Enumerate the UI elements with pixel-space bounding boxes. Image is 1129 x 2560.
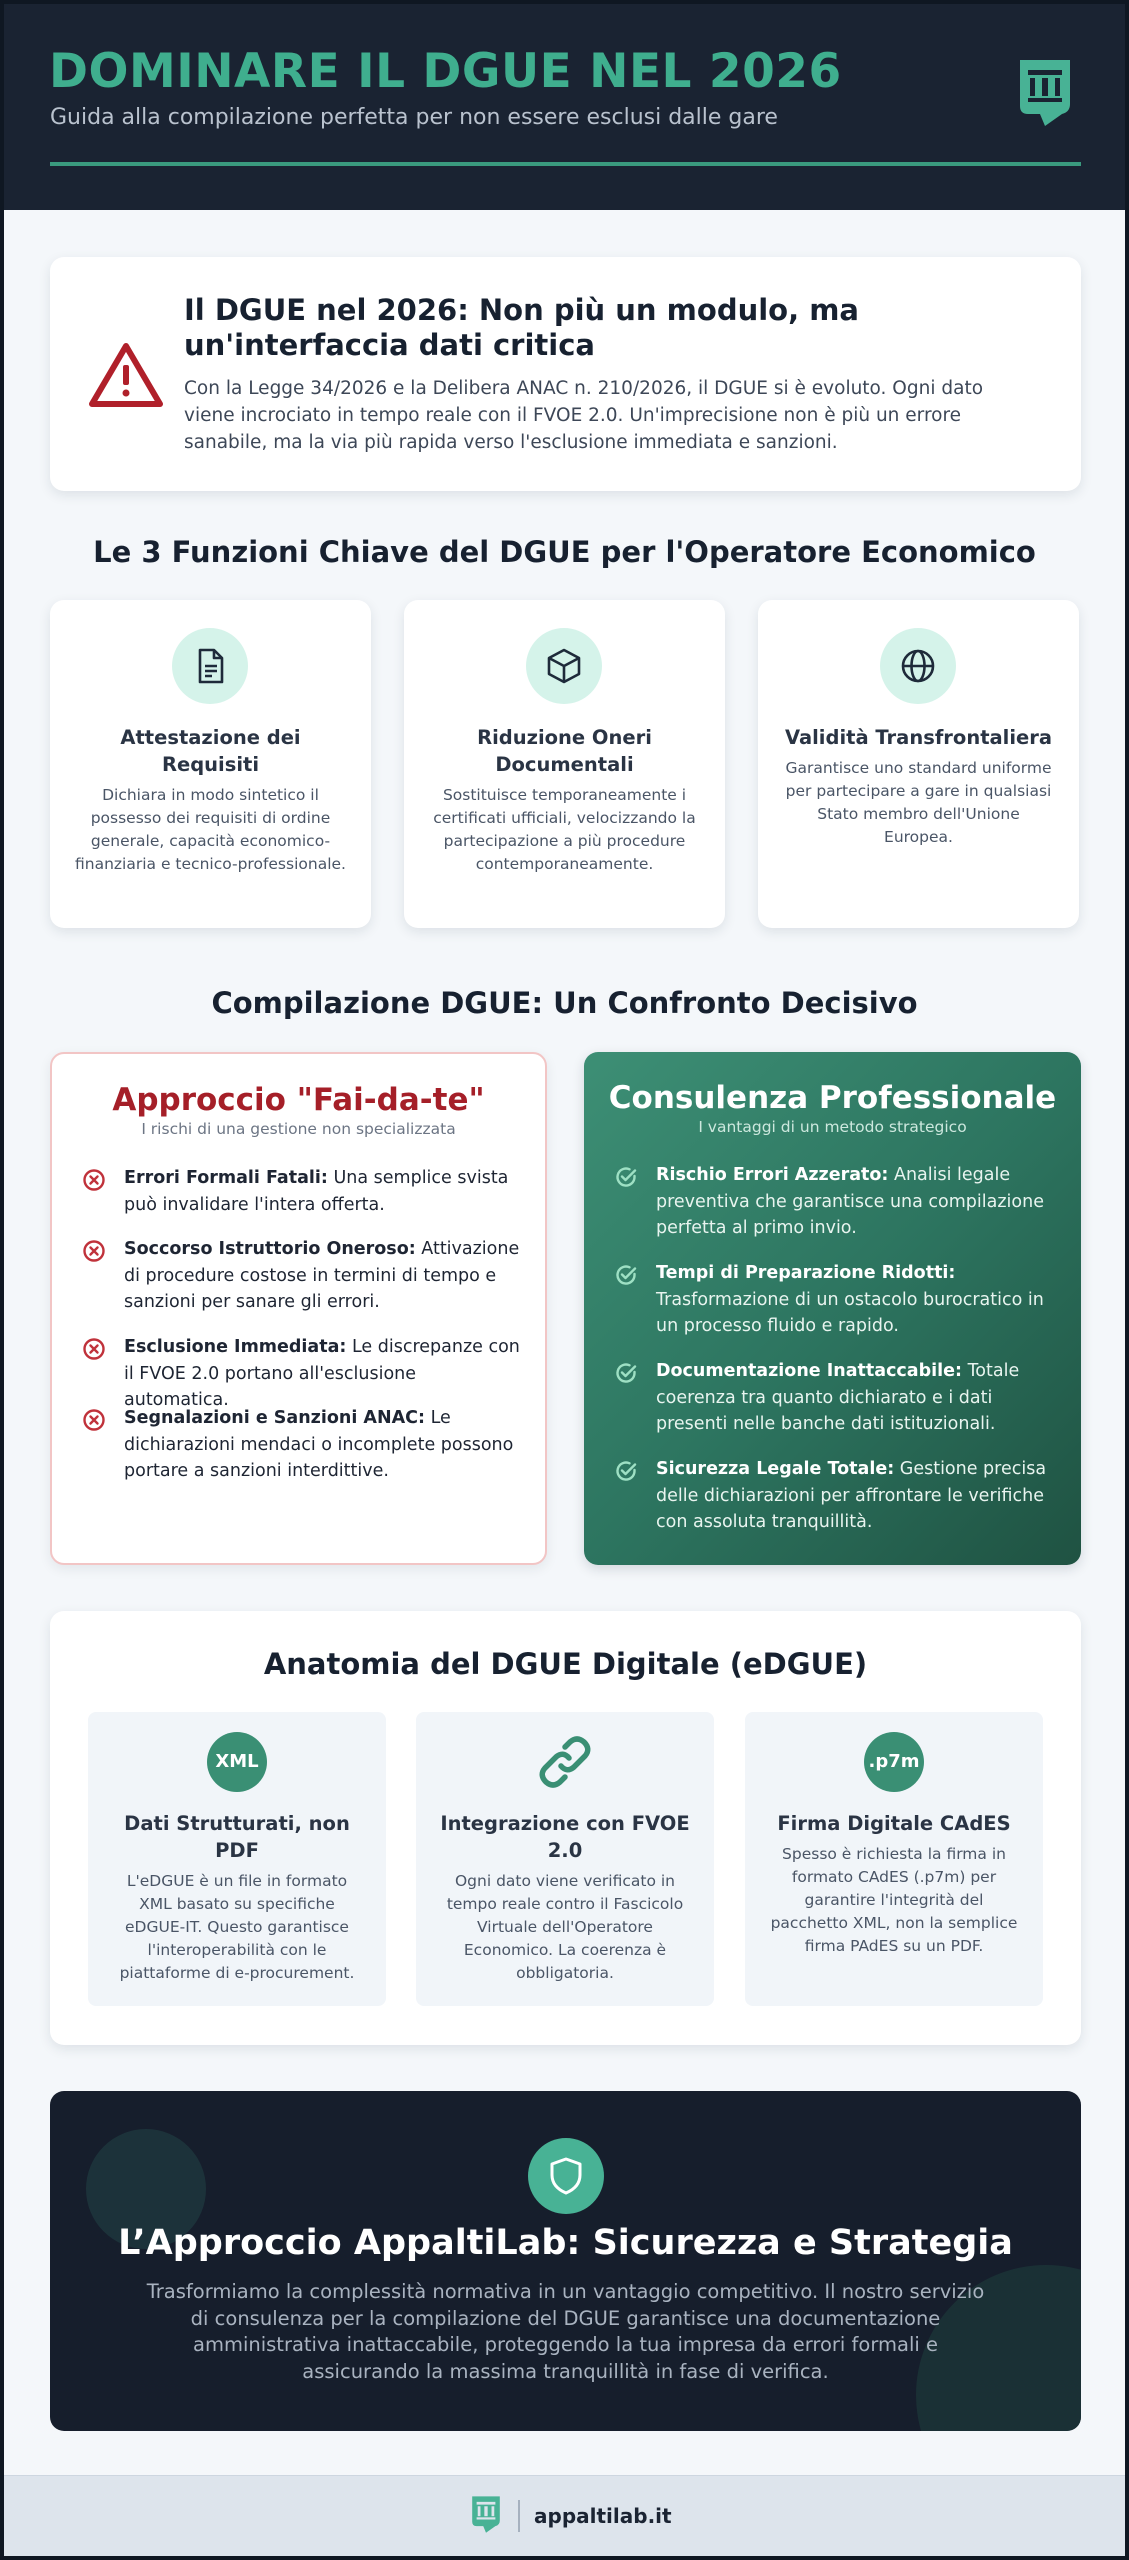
item-label: Errori Formali Fatali: — [124, 1168, 328, 1188]
anatomy-text: Spesso è richiesta la firma in formato CAdES (.p7m) per garantire l'integrità del pacchetto XML, non la semplice firma PAdES su un PDF. — [770, 1845, 1018, 1955]
item-text: Totale coerenza tra quanto dichiarato e i dati presenti nelle banche dati istituzionali. — [656, 1361, 1020, 1434]
function-card — [758, 600, 1079, 928]
item-label: Segnalazioni e Sanzioni ANAC: — [124, 1408, 425, 1428]
document-icon — [172, 628, 248, 704]
function-text: Sostituisce temporaneamente i certificati ufficiali, velocizzando la partecipazione a più procedure contemporaneamente. — [433, 786, 696, 873]
comparison-heading: Compilazione DGUE: Un Confronto Decisivo — [211, 986, 918, 1020]
function-title: Attestazione dei Requisiti — [120, 726, 301, 776]
cta-title: L’Approccio AppaltiLab: Sicurezza e Strategia — [118, 2223, 1013, 2263]
function-card — [404, 600, 725, 928]
check-circle-icon — [614, 1263, 638, 1287]
header-divider — [50, 162, 1081, 166]
page-header — [4, 4, 1125, 210]
item-text: Una semplice svista può invalidare l'intera offerta. — [124, 1168, 509, 1215]
anatomy-box — [416, 1712, 714, 2006]
anatomy-text: Ogni dato viene verificato in tempo reale contro il Fascicolo Virtuale dell'Operatore Economico. La coerenza è obbligatoria. — [446, 1872, 684, 1982]
page-footer — [4, 2475, 1125, 2560]
p7m-badge-icon: .p7m — [864, 1732, 924, 1792]
item-label: Esclusione Immediata: — [124, 1337, 347, 1357]
item-label: Sicurezza Legale Totale: — [656, 1459, 895, 1479]
item-text: Gestione precisa delle dichiarazioni per affrontare le verifiche con assoluta tranquillità. — [656, 1459, 1047, 1532]
anatomy-box — [745, 1712, 1043, 2006]
diy-subtitle: I rischi di una gestione non specializzata — [141, 1120, 456, 1138]
item-label: Tempi di Preparazione Ridotti: — [656, 1263, 956, 1283]
alert-text: Con la Legge 34/2026 e la Delibera ANAC n. 210/2026, il DGUE si è evoluto. Ogni dato viene incrociato in tempo reale con il FVOE 2.0. Un'imprecisione non è più un errore sanabile, ma la via più rapida verso l'esclusione immediata e sanzioni. — [184, 378, 984, 453]
alert-title: Il DGUE nel 2026: Non più un modulo, ma un'interfaccia dati critica — [184, 293, 859, 362]
globe-icon — [880, 628, 956, 704]
anatomy-box — [88, 1712, 386, 2006]
anatomy-text: L'eDGUE è un file in formato XML basato su specifiche eDGUE-IT. Questo garantisce l'interoperabilità con le piattaforme di e-procurement. — [119, 1872, 355, 1982]
link-icon — [533, 1732, 597, 1792]
item-label: Documentazione Inattaccabile: — [656, 1361, 963, 1381]
item-text: Trasformazione di un ostacolo burocratico in un processo fluido e rapido. — [656, 1289, 1044, 1336]
diy-card — [50, 1052, 547, 1565]
function-text: Garantisce uno standard uniforme per partecipare a gare in qualsiasi Stato membro dell'Unione Europea. — [785, 759, 1052, 846]
page-subtitle: Guida alla compilazione perfetta per non essere esclusi dalle gare — [50, 105, 778, 130]
functions-heading: Le 3 Funzioni Chiave del DGUE per l'Operatore Economico — [93, 535, 1036, 569]
shield-icon — [528, 2138, 604, 2214]
item-text: Le discrepanze con il FVOE 2.0 portano all'esclusione automatica. — [124, 1337, 520, 1410]
pro-title: Consulenza Professionale — [608, 1080, 1057, 1116]
anatomy-heading: Anatomia del DGUE Digitale (eDGUE) — [263, 1647, 868, 1681]
check-circle-icon — [614, 1165, 638, 1189]
pro-card — [584, 1052, 1081, 1565]
function-text: Dichiara in modo sintetico il possesso dei requisiti di ordine generale, capacità economico-finanziaria e tecnico-professionale. — [75, 786, 346, 873]
pro-subtitle: I vantaggi di un metodo strategico — [698, 1118, 967, 1136]
item-label: Soccorso Istruttorio Oneroso: — [124, 1239, 416, 1259]
cube-icon — [526, 628, 602, 704]
x-circle-icon — [82, 1408, 106, 1432]
anatomy-card — [50, 1611, 1081, 2045]
xml-badge-icon: XML — [207, 1732, 267, 1792]
item-text: Analisi legale preventiva che garantisce una compilazione perfetta al primo invio. — [656, 1165, 1044, 1238]
check-circle-icon — [614, 1361, 638, 1385]
website-link[interactable]: appaltilab.it — [534, 2504, 672, 2528]
function-title: Validità Transfrontaliera — [784, 726, 1053, 749]
appaltilab-logo-icon — [1016, 56, 1074, 128]
appaltilab-logo-icon — [470, 2494, 502, 2534]
diy-title: Approccio "Fai-da-te" — [112, 1082, 485, 1118]
item-text: Attivazione di procedure costose in termini di tempo e sanzioni per sanare gli errori. — [124, 1239, 520, 1312]
warning-triangle-icon — [88, 341, 164, 409]
item-label: Rischio Errori Azzerato: — [656, 1165, 889, 1185]
anatomy-title: Firma Digitale CAdES — [777, 1812, 1011, 1835]
page-title: DOMINARE IL DGUE NEL 2026 — [49, 44, 842, 99]
cta-text: Trasformiamo la complessità normativa in un vantaggio competitivo. Il nostro servizio di consulenza per la compilazione del DGUE garantisce una documentazione amministrativa inattaccabile, proteggendo la tua impresa da errori formali e assicurando la massima tranquillità in fase di verifica. — [146, 2280, 985, 2383]
item-text: Le dichiarazioni mendaci o incomplete possono portare a sanzioni interdittive. — [124, 1408, 514, 1481]
check-circle-icon — [614, 1459, 638, 1483]
function-card — [50, 600, 371, 928]
function-title: Riduzione Oneri Documentali — [477, 726, 652, 776]
alert-card — [50, 257, 1081, 491]
cta-panel — [50, 2091, 1081, 2431]
x-circle-icon — [82, 1239, 106, 1263]
anatomy-title: Integrazione con FVOE 2.0 — [440, 1812, 690, 1862]
anatomy-title: Dati Strutturati, non PDF — [124, 1812, 350, 1862]
x-circle-icon — [82, 1337, 106, 1361]
footer-divider — [518, 2500, 520, 2532]
x-circle-icon — [82, 1168, 106, 1192]
